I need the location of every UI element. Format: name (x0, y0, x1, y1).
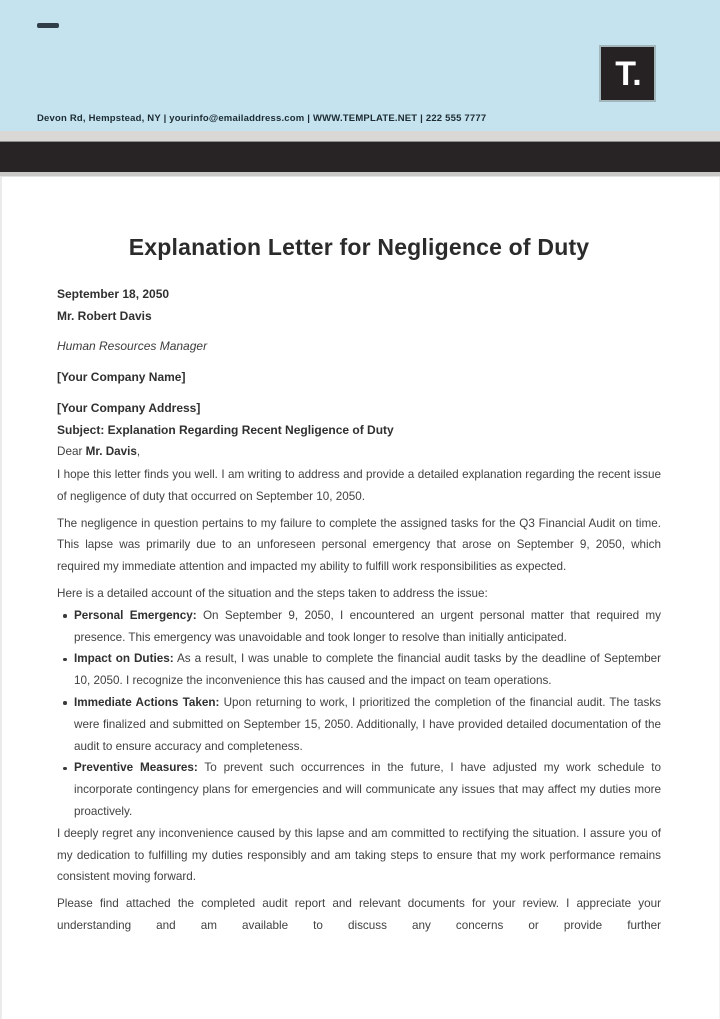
template-logo (599, 45, 656, 102)
bullet-text: To prevent such occurrences in the future, I have adjusted my work schedule to incorporate contingency plans for emergencies and will communicate any issues that may affect my duties more proactively. (74, 761, 661, 818)
header-divider-light (0, 131, 720, 142)
bullet-immediate-actions (57, 692, 661, 757)
paragraph-negligence: The negligence in question pertains to my failure to complete the assigned tasks for the Q3 Financial Audit on time. This lapse was primarily due to an unforeseen personal emergency that arose on September 9, 2050, which required my immediate attention and impacted my ability to fulfill work responsibilities as expected. (57, 516, 661, 574)
letter-paragraphs (57, 464, 661, 937)
contact-info-line: Devon Rd, Hempstead, NY | yourinfo@emailaddress.com | WWW.TEMPLATE.NET | 222 555 7777 (37, 113, 487, 124)
bullet-lead: Personal Emergency: (74, 608, 197, 622)
header-divider-dark (0, 142, 720, 172)
paragraph-closing-partial: Please find attached the completed audit report and relevant documents for your review. I appreciate your understanding and am available to discuss any concerns or provide further (57, 897, 661, 932)
bullet-text: As a result, I was unable to complete the financial audit tasks by the deadline of September 10, 2050. I recognize the inconvenience this has caused and the impact on team operations. (74, 652, 661, 688)
paragraph-regret: I deeply regret any inconvenience caused by this lapse and am committed to rectifying the situation. I assure you of my dedication to fulfilling my duties responsibly and am taking steps to ensure that my work performance remains consistent moving forward. (57, 826, 661, 884)
letterhead (0, 0, 720, 131)
letter-title: Explanation Letter for Negligence of Duty (128, 234, 590, 260)
bullet-lead: Preventive Measures: (74, 761, 198, 775)
bullet-lead: Impact on Duties: (74, 652, 174, 666)
bullet-lead: Immediate Actions Taken: (74, 695, 220, 709)
decorative-dash (37, 23, 59, 28)
salutation-prefix: Dear (57, 445, 86, 458)
letter-body (0, 177, 720, 937)
subject-line: Subject: Explanation Regarding Recent Negligence of Duty (57, 423, 394, 437)
recipient-role: Human Resources Manager (57, 339, 208, 353)
company-name-placeholder: [Your Company Name] (57, 370, 186, 384)
company-address-placeholder: [Your Company Address] (57, 401, 201, 415)
bullet-personal-emergency (57, 605, 661, 649)
bullet-text: Upon returning to work, I prioritized the completion of the financial audit. The tasks were finalized and submitted on September 15, 2050. Additionally, I have provided detailed documentation of the audit to ensure accuracy and completeness. (74, 695, 662, 753)
paragraph-account-intro: Here is a detailed account of the situation and the steps taken to address the issue: (57, 586, 488, 600)
detail-bullet-list (57, 605, 661, 823)
bullet-text: On September 9, 2050, I encountered an urgent personal matter that required my presence. This emergency was unavoidable and took longer to resolve than initially anticipated. (74, 608, 662, 644)
salutation-name: Mr. Davis (85, 445, 137, 458)
recipient-name: Mr. Robert Davis (57, 309, 152, 323)
paragraph-intro: I hope this letter finds you well. I am writing to address and provide a detailed explanation regarding the recent issue of negligence of duty that occurred on September 10, 2050. (57, 468, 661, 503)
letter-date: September 18, 2050 (57, 287, 170, 301)
salutation-suffix: , (136, 445, 141, 458)
bullet-impact-on-duties (57, 648, 661, 692)
salutation (57, 441, 661, 463)
logo-letter: T. (615, 54, 642, 93)
bullet-preventive-measures (57, 757, 661, 822)
